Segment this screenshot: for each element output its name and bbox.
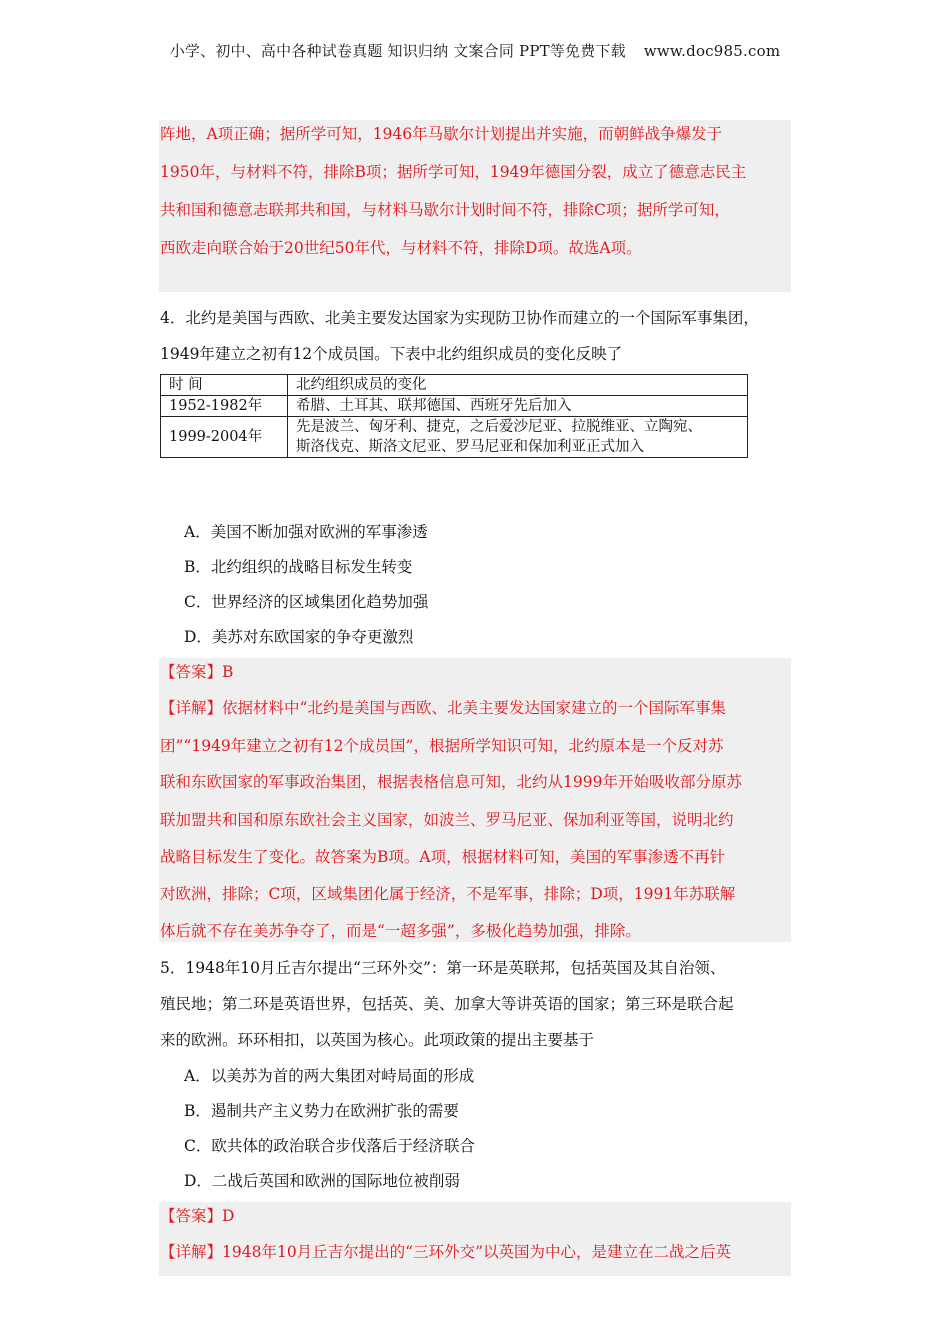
prev-analysis-line-4: 西欧走向联合始于20世纪50年代，与材料不符，排除D项。故选A项。 (160, 239, 642, 257)
q4-detail-line-5: 战略目标发生了变化。故答案为B项。A项，根据材料可知，美国的军事渗透不再针 (160, 848, 726, 866)
page-header (0, 40, 950, 61)
detail-text: 依据材料中“北约是美国与西欧、北美主要发达国家建立的一个国际军事集 (222, 699, 726, 717)
table-cell-time: 1999-2004年 (161, 417, 288, 458)
q4-detail-line-2: 团”“1949年建立之初有12个成员国”，根据所学知识可知，北约原本是一个反对苏 (160, 737, 724, 755)
q5-stem-line-1: 5．1948年10月丘吉尔提出“三环外交”：第一环是英联邦，包括英国及其自治领、 (160, 959, 726, 977)
q5-answer-block (159, 1202, 791, 1276)
q4-detail-line-7: 体后就不存在美苏争夺了，而是“一超多强”，多极化趋势加强，排除。 (160, 922, 641, 940)
q5-option-a: A．以美苏为首的两大集团对峙局面的形成 (184, 1067, 475, 1085)
answer-value: D (222, 1207, 235, 1225)
q4-nato-table (160, 374, 748, 458)
table-cell-change (288, 417, 748, 458)
q5-answer (160, 1206, 234, 1226)
q5-stem-line-2: 殖民地；第二环是英语世界，包括英、美、加拿大等讲英语的国家；第三环是联合起 (160, 995, 734, 1013)
q4-option-d: D．美苏对东欧国家的争夺更激烈 (184, 628, 414, 646)
q4-detail-line-3: 联和东欧国家的军事政治集团，根据表格信息可知，北约从1999年开始吸收部分原苏 (160, 773, 742, 791)
q4-detail-line-1 (160, 698, 726, 718)
header-left-text: 小学、初中、高中各种试卷真题 知识归纳 文案合同 PPT等免费下载 (169, 42, 626, 60)
prev-analysis-line-2: 1950年，与材料不符，排除B项；据所学可知，1949年德国分裂，成立了德意志民主 (160, 163, 747, 181)
answer-tag: 【答案】 (160, 663, 223, 681)
q5-option-c: C．欧共体的政治联合步伐落后于经济联合 (184, 1137, 475, 1155)
answer-tag: 【答案】 (160, 1207, 223, 1225)
q5-option-d: D．二战后英国和欧洲的国际地位被削弱 (184, 1172, 460, 1190)
q5-option-b: B．遏制共产主义势力在欧洲扩张的需要 (184, 1102, 459, 1120)
table-row (161, 417, 748, 458)
table-row (161, 396, 748, 417)
prev-analysis-line-1: 阵地，A项正确；据所学可知，1946年马歇尔计划提出并实施，而朝鲜战争爆发于 (160, 125, 723, 143)
q4-stem-line-1: 4．北约是美国与西欧、北美主要发达国家为实现防卫协作而建立的一个国际军事集团， (160, 309, 759, 327)
detail-tag: 【详解】 (160, 699, 223, 717)
header-website: www.doc985.com (643, 42, 781, 60)
table-header-change: 北约组织成员的变化 (288, 375, 748, 396)
table-cell-change: 希腊、土耳其、联邦德国、西班牙先后加入 (288, 396, 748, 417)
q4-detail-line-6: 对欧洲，排除；C项，区域集团化属于经济，不是军事，排除；D项，1991年苏联解 (160, 885, 736, 903)
detail-text: 1948年10月丘吉尔提出的“三环外交”以英国为中心，是建立在二战之后英 (222, 1243, 732, 1261)
q4-option-c: C．世界经济的区域集团化趋势加强 (184, 593, 429, 611)
q4-detail-line-4: 联加盟共和国和原东欧社会主义国家，如波兰、罗马尼亚、保加利亚等国，说明北约 (160, 811, 734, 829)
answer-value: B (222, 663, 234, 681)
prev-analysis-line-3: 共和国和德意志联邦共和国，与材料马歇尔计划时间不符，排除C项；据所学可知， (160, 201, 730, 219)
q4-option-a: A．美国不断加强对欧洲的军事渗透 (184, 523, 428, 541)
table-cell-time: 1952-1982年 (161, 396, 288, 417)
q4-answer (160, 662, 233, 682)
table-cell-change-line-1: 先是波兰、匈牙利、捷克，之后爱沙尼亚、拉脱维亚、立陶宛、 (296, 419, 702, 435)
table-header-time: 时 间 (161, 375, 288, 396)
q5-detail-line-1 (160, 1242, 731, 1262)
detail-tag: 【详解】 (160, 1243, 223, 1261)
q4-option-b: B．北约组织的战略目标发生转变 (184, 558, 413, 576)
table-cell-change-line-2: 斯洛伐克、斯洛文尼亚、罗马尼亚和保加利亚正式加入 (296, 439, 644, 455)
q5-stem-line-3: 来的欧洲。环环相扣，以英国为核心。此项政策的提出主要基于 (160, 1031, 595, 1049)
table-header-row (161, 375, 748, 396)
q4-stem-line-2: 1949年建立之初有12个成员国。下表中北约组织成员的变化反映了 (160, 345, 623, 363)
